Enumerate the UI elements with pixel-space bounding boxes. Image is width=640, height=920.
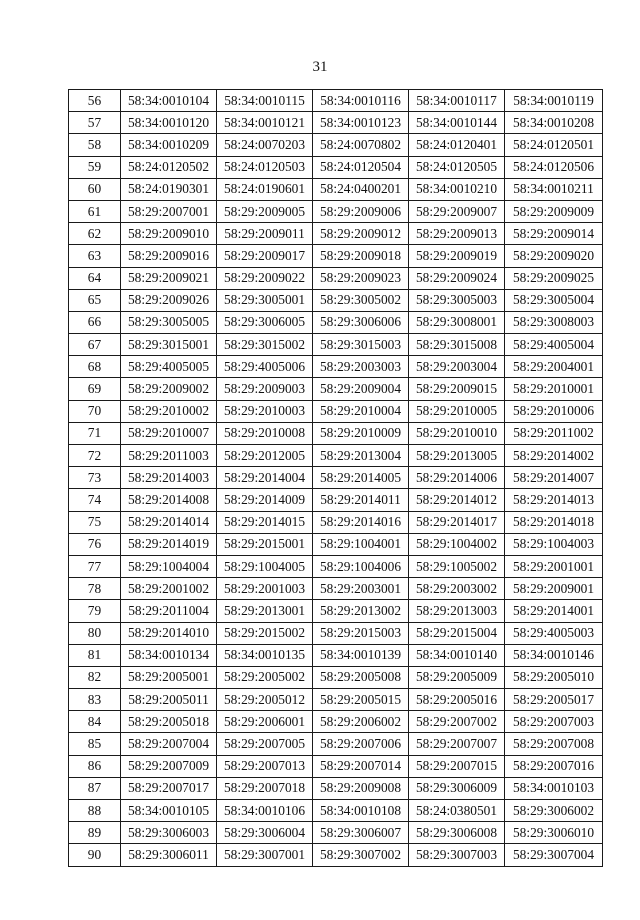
row-number-cell: 65 (69, 289, 121, 311)
cadastral-number-cell: 58:29:2009021 (121, 267, 217, 289)
cadastral-number-cell: 58:29:2009014 (505, 223, 603, 245)
cadastral-number-cell: 58:29:4005006 (217, 356, 313, 378)
table-row (69, 267, 603, 289)
cadastral-number-cell: 58:29:2001003 (217, 578, 313, 600)
cadastral-number-cell: 58:29:2009011 (217, 223, 313, 245)
cadastral-number-cell: 58:29:2014014 (121, 511, 217, 533)
cadastral-number-cell: 58:29:4005005 (121, 356, 217, 378)
cadastral-number-cell: 58:34:0010116 (313, 90, 409, 112)
row-number-cell: 58 (69, 134, 121, 156)
cadastral-number-cell: 58:24:0120501 (505, 134, 603, 156)
cadastral-number-cell: 58:29:2009025 (505, 267, 603, 289)
page-number: 31 (312, 59, 328, 75)
row-number-cell: 59 (69, 156, 121, 178)
cadastral-number-cell: 58:24:0190601 (217, 178, 313, 200)
cadastral-number-cell: 58:29:2010004 (313, 400, 409, 422)
table-row (69, 445, 603, 467)
table-row (69, 223, 603, 245)
row-number-cell: 64 (69, 267, 121, 289)
cadastral-number-cell: 58:29:1004002 (409, 533, 505, 555)
cadastral-number-cell: 58:34:0010210 (409, 178, 505, 200)
cadastral-number-cell: 58:29:3005003 (409, 289, 505, 311)
cadastral-number-cell: 58:29:2009019 (409, 245, 505, 267)
row-number-cell: 85 (69, 733, 121, 755)
table-row (69, 422, 603, 444)
cadastral-number-cell: 58:29:2009004 (313, 378, 409, 400)
cadastral-number-cell: 58:29:3006006 (313, 311, 409, 333)
cadastral-number-cell: 58:29:2007014 (313, 755, 409, 777)
cadastral-number-cell: 58:29:3007002 (313, 844, 409, 866)
cadastral-number-cell: 58:34:0010134 (121, 644, 217, 666)
row-number-cell: 76 (69, 533, 121, 555)
row-number-cell: 87 (69, 777, 121, 799)
cadastral-number-cell: 58:29:2003004 (409, 356, 505, 378)
cadastral-number-cell: 58:29:2014017 (409, 511, 505, 533)
cadastral-number-cell: 58:34:0010106 (217, 800, 313, 822)
cadastral-number-cell: 58:29:2009006 (313, 200, 409, 222)
cadastral-number-cell: 58:29:2009015 (409, 378, 505, 400)
cadastral-number-cell: 58:29:3008001 (409, 311, 505, 333)
cadastral-number-cell: 58:29:2015001 (217, 533, 313, 555)
table-row (69, 533, 603, 555)
cadastral-number-cell: 58:29:2013005 (409, 445, 505, 467)
row-number-cell: 82 (69, 666, 121, 688)
cadastral-number-cell: 58:34:0010108 (313, 800, 409, 822)
cadastral-number-cell: 58:29:2014008 (121, 489, 217, 511)
cadastral-number-cell: 58:29:2007005 (217, 733, 313, 755)
cadastral-number-cell: 58:24:0120503 (217, 156, 313, 178)
cadastral-number-cell: 58:29:2007007 (409, 733, 505, 755)
cadastral-number-cell: 58:29:1004001 (313, 533, 409, 555)
table-row (69, 112, 603, 134)
cadastral-number-cell: 58:29:2010008 (217, 422, 313, 444)
cadastral-number-cell: 58:34:0010139 (313, 644, 409, 666)
cadastral-number-cell: 58:24:0070203 (217, 134, 313, 156)
cadastral-number-cell: 58:29:2012005 (217, 445, 313, 467)
table-row (69, 622, 603, 644)
cadastral-number-cell: 58:29:3006002 (505, 800, 603, 822)
cadastral-number-cell: 58:34:0010209 (121, 134, 217, 156)
cadastral-number-cell: 58:29:4005004 (505, 334, 603, 356)
cadastral-number-cell: 58:29:2007008 (505, 733, 603, 755)
cadastral-number-cell: 58:29:3015008 (409, 334, 505, 356)
row-number-cell: 73 (69, 467, 121, 489)
table-row (69, 489, 603, 511)
table-row (69, 555, 603, 577)
table-row (69, 245, 603, 267)
cadastral-number-cell: 58:29:2011003 (121, 445, 217, 467)
row-number-cell: 80 (69, 622, 121, 644)
cadastral-number-cell: 58:29:1005002 (409, 555, 505, 577)
row-number-cell: 79 (69, 600, 121, 622)
row-number-cell: 56 (69, 90, 121, 112)
cadastral-number-cell: 58:29:3015001 (121, 334, 217, 356)
cadastral-number-cell: 58:34:0010135 (217, 644, 313, 666)
table-row (69, 666, 603, 688)
cadastral-number-cell: 58:29:2007003 (505, 711, 603, 733)
cadastral-number-cell: 58:29:2014005 (313, 467, 409, 489)
cadastral-number-cell: 58:29:2014018 (505, 511, 603, 533)
cadastral-number-cell: 58:29:2005012 (217, 689, 313, 711)
cadastral-number-cell: 58:29:2015003 (313, 622, 409, 644)
table-row (69, 289, 603, 311)
cadastral-number-cell: 58:29:2003002 (409, 578, 505, 600)
cadastral-number-cell: 58:29:1004005 (217, 555, 313, 577)
cadastral-number-cell: 58:29:2007018 (217, 777, 313, 799)
table-row (69, 334, 603, 356)
cadastral-number-cell: 58:29:3006011 (121, 844, 217, 866)
cadastral-number-cell: 58:34:0010117 (409, 90, 505, 112)
row-number-cell: 70 (69, 400, 121, 422)
row-number-cell: 78 (69, 578, 121, 600)
cadastral-number-cell: 58:29:2007016 (505, 755, 603, 777)
cadastral-number-cell: 58:29:2010010 (409, 422, 505, 444)
cadastral-number-cell: 58:29:2014013 (505, 489, 603, 511)
cadastral-number-cell: 58:29:2014001 (505, 600, 603, 622)
cadastral-number-cell: 58:34:0010119 (505, 90, 603, 112)
cadastral-number-cell: 58:29:3006008 (409, 822, 505, 844)
cadastral-number-cell: 58:29:2005009 (409, 666, 505, 688)
cadastral-number-cell: 58:29:2005010 (505, 666, 603, 688)
row-number-cell: 75 (69, 511, 121, 533)
cadastral-number-cell: 58:29:2009001 (505, 578, 603, 600)
cadastral-number-table (68, 89, 603, 867)
cadastral-number-cell: 58:29:2014011 (313, 489, 409, 511)
table-row (69, 844, 603, 866)
table-row (69, 800, 603, 822)
cadastral-number-cell: 58:34:0010208 (505, 112, 603, 134)
cadastral-number-cell: 58:24:0400201 (313, 178, 409, 200)
cadastral-number-cell: 58:29:2013002 (313, 600, 409, 622)
row-number-cell: 84 (69, 711, 121, 733)
cadastral-number-cell: 58:29:3006004 (217, 822, 313, 844)
cadastral-number-cell: 58:29:2009016 (121, 245, 217, 267)
table-row (69, 511, 603, 533)
row-number-cell: 61 (69, 200, 121, 222)
cadastral-number-cell: 58:29:1004004 (121, 555, 217, 577)
cadastral-number-cell: 58:29:2013001 (217, 600, 313, 622)
cadastral-number-cell: 58:29:3005005 (121, 311, 217, 333)
cadastral-number-cell: 58:29:2009026 (121, 289, 217, 311)
cadastral-number-cell: 58:34:0010123 (313, 112, 409, 134)
cadastral-number-cell: 58:29:2010001 (505, 378, 603, 400)
cadastral-number-cell: 58:29:2010003 (217, 400, 313, 422)
cadastral-number-cell: 58:29:3006009 (409, 777, 505, 799)
cadastral-number-cell: 58:29:3007001 (217, 844, 313, 866)
cadastral-number-cell: 58:29:2004001 (505, 356, 603, 378)
cadastral-number-cell: 58:24:0120401 (409, 134, 505, 156)
cadastral-number-cell: 58:29:2009002 (121, 378, 217, 400)
cadastral-number-cell: 58:24:0120506 (505, 156, 603, 178)
cadastral-number-cell: 58:29:2010002 (121, 400, 217, 422)
row-number-cell: 69 (69, 378, 121, 400)
cadastral-number-cell: 58:29:2005002 (217, 666, 313, 688)
cadastral-number-cell: 58:29:2014016 (313, 511, 409, 533)
cadastral-number-cell: 58:24:0070802 (313, 134, 409, 156)
cadastral-number-cell: 58:34:0010105 (121, 800, 217, 822)
cadastral-number-cell: 58:29:2014009 (217, 489, 313, 511)
cadastral-number-cell: 58:24:0120505 (409, 156, 505, 178)
row-number-cell: 68 (69, 356, 121, 378)
row-number-cell: 77 (69, 555, 121, 577)
cadastral-number-cell: 58:29:2009013 (409, 223, 505, 245)
cadastral-number-cell: 58:29:3007003 (409, 844, 505, 866)
cadastral-number-cell: 58:29:3005002 (313, 289, 409, 311)
cadastral-number-cell: 58:34:0010211 (505, 178, 603, 200)
cadastral-number-cell: 58:29:3008003 (505, 311, 603, 333)
row-number-cell: 83 (69, 689, 121, 711)
row-number-cell: 88 (69, 800, 121, 822)
cadastral-number-cell: 58:29:2014007 (505, 467, 603, 489)
row-number-cell: 89 (69, 822, 121, 844)
cadastral-number-cell: 58:34:0010140 (409, 644, 505, 666)
table-row (69, 755, 603, 777)
row-number-cell: 90 (69, 844, 121, 866)
cadastral-number-cell: 58:29:2009022 (217, 267, 313, 289)
cadastral-number-cell: 58:29:2015002 (217, 622, 313, 644)
cadastral-number-cell: 58:29:3006003 (121, 822, 217, 844)
cadastral-number-cell: 58:24:0380501 (409, 800, 505, 822)
table-row (69, 378, 603, 400)
cadastral-number-cell: 58:29:2007009 (121, 755, 217, 777)
cadastral-number-cell: 58:34:0010120 (121, 112, 217, 134)
cadastral-number-cell: 58:29:2010009 (313, 422, 409, 444)
cadastral-number-cell: 58:29:2014004 (217, 467, 313, 489)
cadastral-number-cell: 58:29:3006005 (217, 311, 313, 333)
cadastral-number-cell: 58:34:0010104 (121, 90, 217, 112)
cadastral-number-cell: 58:29:2015004 (409, 622, 505, 644)
cadastral-number-cell: 58:29:2007002 (409, 711, 505, 733)
cadastral-number-cell: 58:24:0120504 (313, 156, 409, 178)
cadastral-number-cell: 58:29:2014015 (217, 511, 313, 533)
cadastral-number-cell: 58:29:2003001 (313, 578, 409, 600)
table-row (69, 90, 603, 112)
cadastral-number-cell: 58:29:2009010 (121, 223, 217, 245)
table-body (69, 90, 603, 867)
row-number-cell: 60 (69, 178, 121, 200)
table-row (69, 467, 603, 489)
table-row (69, 777, 603, 799)
table-row (69, 356, 603, 378)
cadastral-number-cell: 58:34:0010103 (505, 777, 603, 799)
cadastral-number-cell: 58:29:2010006 (505, 400, 603, 422)
cadastral-number-cell: 58:29:2005011 (121, 689, 217, 711)
row-number-cell: 67 (69, 334, 121, 356)
cadastral-number-cell: 58:29:2009005 (217, 200, 313, 222)
cadastral-number-cell: 58:29:2007006 (313, 733, 409, 755)
cadastral-number-cell: 58:34:0010115 (217, 90, 313, 112)
cadastral-number-cell: 58:29:2011004 (121, 600, 217, 622)
cadastral-number-cell: 58:29:2005008 (313, 666, 409, 688)
cadastral-number-cell: 58:29:2009020 (505, 245, 603, 267)
cadastral-number-cell: 58:29:2007001 (121, 200, 217, 222)
cadastral-number-cell: 58:29:3007004 (505, 844, 603, 866)
row-number-cell: 57 (69, 112, 121, 134)
cadastral-number-cell: 58:29:2005018 (121, 711, 217, 733)
cadastral-number-cell: 58:29:3005001 (217, 289, 313, 311)
cadastral-number-cell: 58:29:2014019 (121, 533, 217, 555)
cadastral-number-cell: 58:29:2011002 (505, 422, 603, 444)
row-number-cell: 63 (69, 245, 121, 267)
cadastral-number-cell: 58:29:2009003 (217, 378, 313, 400)
cadastral-number-cell: 58:29:2006001 (217, 711, 313, 733)
cadastral-number-cell: 58:29:2013004 (313, 445, 409, 467)
table-row (69, 711, 603, 733)
cadastral-number-cell: 58:29:2001001 (505, 555, 603, 577)
cadastral-number-cell: 58:29:4005003 (505, 622, 603, 644)
table-row (69, 178, 603, 200)
row-number-cell: 66 (69, 311, 121, 333)
table-row (69, 600, 603, 622)
cadastral-number-cell: 58:29:3006007 (313, 822, 409, 844)
cadastral-number-cell: 58:29:2005017 (505, 689, 603, 711)
cadastral-number-cell: 58:29:2009012 (313, 223, 409, 245)
cadastral-number-cell: 58:29:2014012 (409, 489, 505, 511)
cadastral-number-cell: 58:29:2005001 (121, 666, 217, 688)
table-row (69, 822, 603, 844)
cadastral-number-cell: 58:29:3015002 (217, 334, 313, 356)
cadastral-number-cell: 58:29:2013003 (409, 600, 505, 622)
table-row (69, 156, 603, 178)
cadastral-number-cell: 58:34:0010121 (217, 112, 313, 134)
table-row (69, 200, 603, 222)
cadastral-number-cell: 58:29:2010005 (409, 400, 505, 422)
cadastral-number-cell: 58:24:0120502 (121, 156, 217, 178)
table-row (69, 644, 603, 666)
cadastral-number-cell: 58:29:1004006 (313, 555, 409, 577)
table-row (69, 733, 603, 755)
row-number-cell: 81 (69, 644, 121, 666)
cadastral-number-cell: 58:29:2005016 (409, 689, 505, 711)
cadastral-number-cell: 58:29:2006002 (313, 711, 409, 733)
row-number-cell: 72 (69, 445, 121, 467)
cadastral-number-cell: 58:29:2007013 (217, 755, 313, 777)
table-row (69, 578, 603, 600)
row-number-cell: 74 (69, 489, 121, 511)
cadastral-number-cell: 58:29:2014002 (505, 445, 603, 467)
cadastral-number-cell: 58:29:2007017 (121, 777, 217, 799)
cadastral-number-cell: 58:29:3005004 (505, 289, 603, 311)
cadastral-number-cell: 58:29:2009007 (409, 200, 505, 222)
cadastral-number-cell: 58:29:3015003 (313, 334, 409, 356)
row-number-cell: 86 (69, 755, 121, 777)
table-row (69, 134, 603, 156)
table-row (69, 311, 603, 333)
cadastral-number-cell: 58:24:0190301 (121, 178, 217, 200)
cadastral-number-cell: 58:29:2007004 (121, 733, 217, 755)
cadastral-number-cell: 58:29:2014010 (121, 622, 217, 644)
cadastral-number-cell: 58:29:2007015 (409, 755, 505, 777)
cadastral-number-cell: 58:29:2001002 (121, 578, 217, 600)
cadastral-number-cell: 58:29:2009024 (409, 267, 505, 289)
cadastral-number-cell: 58:29:3006010 (505, 822, 603, 844)
cadastral-number-cell: 58:34:0010144 (409, 112, 505, 134)
table-row (69, 689, 603, 711)
table-row (69, 400, 603, 422)
cadastral-number-cell: 58:29:2003003 (313, 356, 409, 378)
cadastral-number-cell: 58:29:2014006 (409, 467, 505, 489)
cadastral-number-cell: 58:29:2005015 (313, 689, 409, 711)
cadastral-number-cell: 58:29:1004003 (505, 533, 603, 555)
row-number-cell: 71 (69, 422, 121, 444)
row-number-cell: 62 (69, 223, 121, 245)
cadastral-number-cell: 58:29:2009017 (217, 245, 313, 267)
cadastral-number-cell: 58:34:0010146 (505, 644, 603, 666)
cadastral-number-cell: 58:29:2010007 (121, 422, 217, 444)
cadastral-number-cell: 58:29:2009008 (313, 777, 409, 799)
cadastral-number-cell: 58:29:2009018 (313, 245, 409, 267)
cadastral-number-cell: 58:29:2009009 (505, 200, 603, 222)
cadastral-number-cell: 58:29:2014003 (121, 467, 217, 489)
cadastral-number-cell: 58:29:2009023 (313, 267, 409, 289)
